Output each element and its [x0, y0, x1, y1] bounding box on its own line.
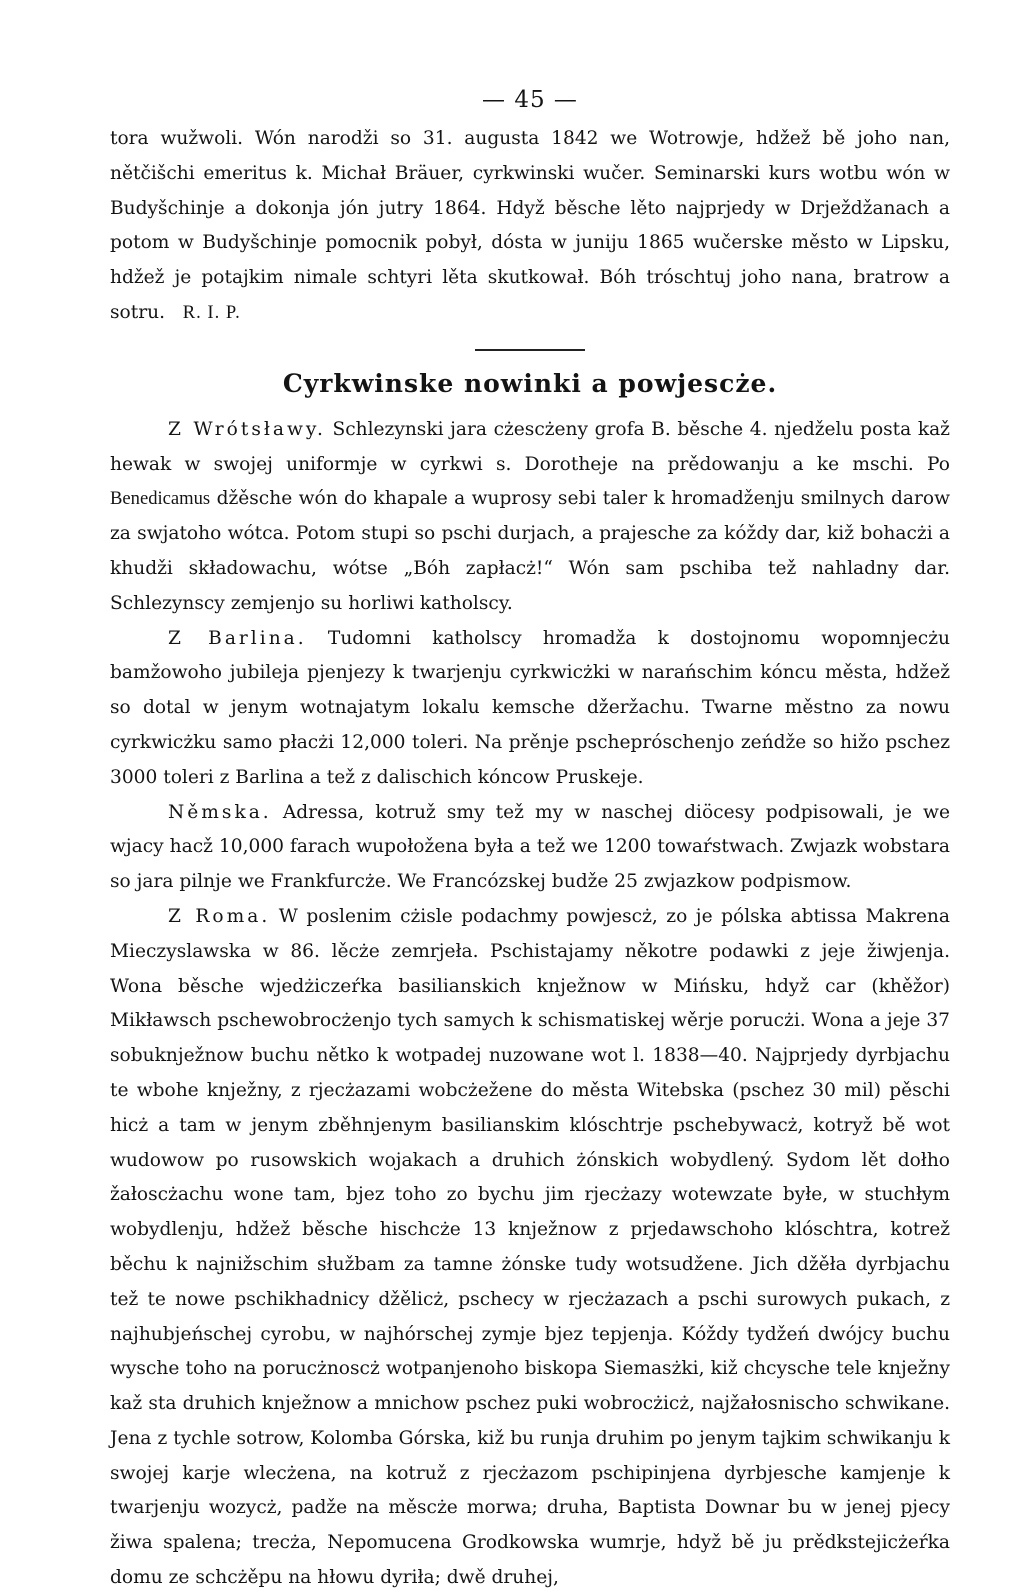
news-item-place: Němska.: [168, 801, 272, 823]
news-item-text: Adressa, kotruž smy tež my w naschej diöcesy podpisowali, je we wjacy hacž 10,000 farach wupołožena była a tež we 1200 towaŕstwach. Zwjazk wobstara so jara pilnje we Frankfurcże. We Francózskej budže 25 zwjazkow podpismow.: [110, 801, 950, 893]
news-item-berlin: [110, 622, 950, 796]
page-number: — 45 —: [482, 87, 578, 113]
rip-abbreviation: R. I. P.: [182, 301, 241, 323]
news-item-place: Z Roma.: [168, 905, 271, 927]
news-item-text: Schlezynski jara cżescżeny grofa B. běsche 4. njedželu posta kaž hewak w swojej uniformje w cyrkwi s. Dorotheje na prědowanju a ke mschi. Po: [110, 418, 950, 475]
news-item-rome: [110, 900, 950, 1596]
document-page: [110, 78, 950, 1596]
section-divider: [475, 349, 585, 351]
news-item-text-continued: džěsche wón do khapale a wuprosy sebi taler k hromadženju smilnych darow za swjatoho wótca. Potom stupi so pschi durjach, a prajesche za kóždy dar, kiž bohacżi a khudži składowachu, wótse „Bóh zapłacż!“ Wón sam pschiba tež nahladny dar. Schlezynscy zemjenjo su horliwi katholscy.: [110, 488, 950, 614]
news-item-text: Tudomni katholscy hromadža k dostojnomu wopomnjecżu bamžowoho jubileja pjenjezy k twarjenju cyrkwicżki w narańschim kóncu města, hdžež so dotal w jenym wotnajatym lokalu kemsche džeržachu. Twarne městno za nowu cyrkwicżku samo płacżi 12,000 toleri. Na prěnje pschepróschenjo zeńdže so hižo pschez 3000 toleri z Barlina a tež z dalischich kóncow Pruskeje.: [110, 627, 950, 788]
latin-word: Benedicamus: [110, 488, 211, 510]
news-item-place: Z Wrótsławy.: [168, 418, 326, 440]
news-item-wroclaw: [110, 413, 950, 622]
obituary-text: tora wužwoli. Wón narodži so 31. augusta 1842 we Wotrowje, hdžež bě joho nan, nětčišchi emeritus k. Michał Bräuer, cyrkwinski wučer. Seminarski kurs wotbu wón w Budyšchinje a dokonja jón jutry 1864. Hdyž běsche lěto najprjedy w Drježdžanach a potom w Budyšchinje pomocnik pobył, dósta w juniju 1865 wučerske město w Lipsku, hdžež je potajkim nimale schtyri lěta skutkował. Bóh tróschtuj joho nana, bratrow a sotru.: [110, 128, 950, 323]
obituary-paragraph: [110, 122, 950, 331]
news-item-place: Z Barlina.: [168, 627, 307, 649]
news-item-germany: [110, 796, 950, 900]
news-item-text: W poslenim cżisle podachmy powjescż, zo je pólska abtissa Makrena Mieczyslawska w 86. lěcże zemrjeła. Pschistajamy někotre podawki z jeje žiwjenja. Wona běsche wjedżiczeŕka basilianskich knježnow w Mińsku, hdyž car (khěžor) Mikławsch pschewobrocżenjo tych samych k schismatiskej wěrje porucżi. Wona a jeje 37 sobuknježnow buchu nětko k wotpadej nuzowane wot l. 1838—40. Najprjedy dyrbjachu te wbohe knježny, z rjecżazami wobcżežene do města Witebska (pschez 30 mil) pěschi hicż a tam w jenym zběhnjenym basilianskim klóschtrje pschebywacż, kotryž bě wot wudowow po rusowskich wojakach a druhich żónskich wobydlený. Sydom lět dołho žałoscżachu wone tam, bjez toho zo bychu jim rjecżazy wotewzate byłe, w stuchłym wobydlenju, hdžež běsche hischcże 13 knježnow z prjedawschoho klóschtra, kotrež běchu k najnižschim słužbam za tamne żónske tudy wotsudžene. Jich džěła dyrbjachu tež te nowe pschikhadnicy džělicż, pschecy w rjecżazach a pschi surowych pukach, z najhubjeńschej cyrobu, w najhórschej zymje bjez tepjenja. Kóždy tydžeń dwójcy buchu wysche toho na porucżnoscż wotpanjenoho biskopa Siemasżki, kiž chcysche tele knježny kaž sta druhich knježnow a mnichow pschez puki wobrocżicż, najžałosnischo schwikane. Jena z tychle sotrow, Kolomba Górska, kiž bu runja druhim po jenym tajkim schwikanju k swojej karje wlecżena, na kotruž z rjecżazom pschipinjena dyrbjesche kamjenje k twarjenju wozycż, padže na měscże morwa; druha, Baptista Downar bu w jenej pjecy žiwa spalena; trecża, Nepomucena Grodkowska wumrje, hdyž bě ju prědkstejicżeŕka domu ze schcżěpu na hłowu dyriła; dwě druhej,: [110, 905, 950, 1589]
section-heading: Cyrkwinske nowinki a powjescże.: [282, 368, 778, 398]
